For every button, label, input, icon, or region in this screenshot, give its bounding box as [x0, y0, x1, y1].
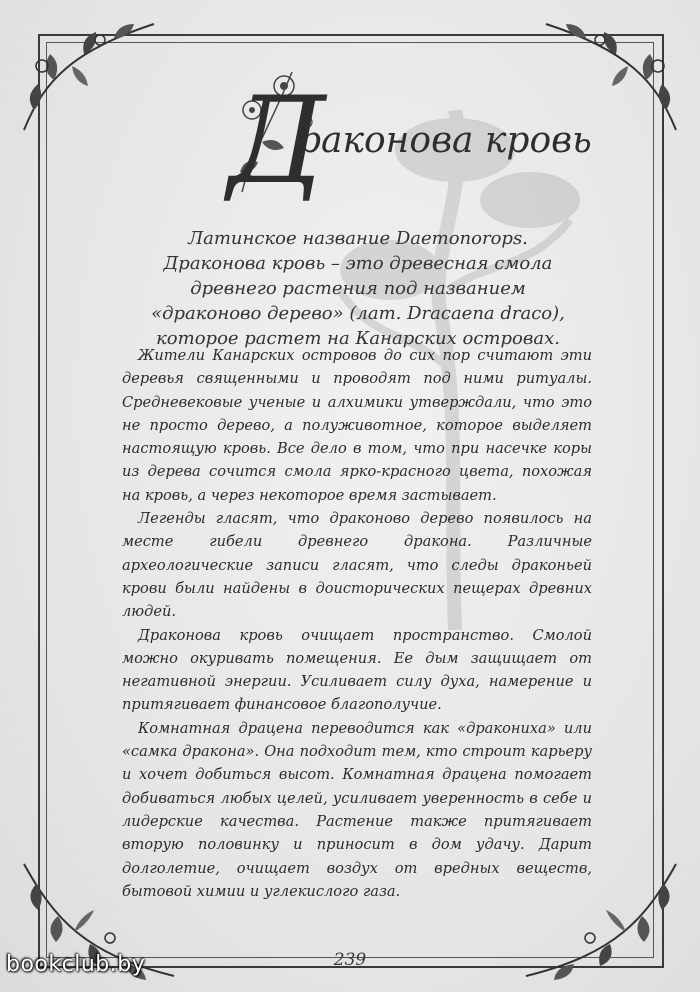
paragraph: Жители Канарских островов до сих пор считают эти деревья священными и проводят под ними ритуалы. Средневековые ученые и алхимики утверждали, что это не просто дерево, а полуживотное, которое выделяет настоящую кровь. Все дело в том, что при насечке коры из дерева сочится смола ярко-красного цвета, похожая на кровь, а через некоторое время застывает. [122, 347, 592, 504]
body-text [122, 344, 592, 903]
intro-paragraph: Латинское название Daemonorops. Драконова кровь – это древесная смола древнего растения под названием «драконово дерево» (лат. Dracaena draco), которое растет на Канарских островах. [151, 228, 565, 349]
title-text: раконова кровь [298, 120, 592, 161]
paragraph: Драконова кровь очищает пространство. Смолой можно окуривать помещения. Ее дым защищает от негативной энергии. Усиливает силу духа, намерение и притягивает финансовое благополучие. [122, 626, 592, 714]
title-drop-cap: Д [228, 72, 326, 211]
paragraph: Легенды гласят, что драконово дерево появилось на месте гибели древнего дракона. Различные археологические записи гласят, что следы драконьей крови были найдены в доисторических пещерах древних людей. [122, 510, 592, 621]
page-number: 239 [333, 950, 367, 970]
site-watermark: bookclub.by [6, 952, 146, 977]
chapter-title [222, 62, 592, 212]
corner-ornament-top-left [14, 10, 164, 140]
paragraph: Комнатная драцена переводится как «дракониха» или «самка дракона». Она подходит тем, кто строит карьеру и хочет добиться высот. Комнатная драцена помогает добиваться любых целей, усиливает уверенность в себе и лидерские качества. Растение также притягивает вторую половинку и приносит в дом удачу. Дарит долголетие, очищает воздух от вредных веществ, бытовой химии и углекислого газа. [122, 719, 592, 900]
